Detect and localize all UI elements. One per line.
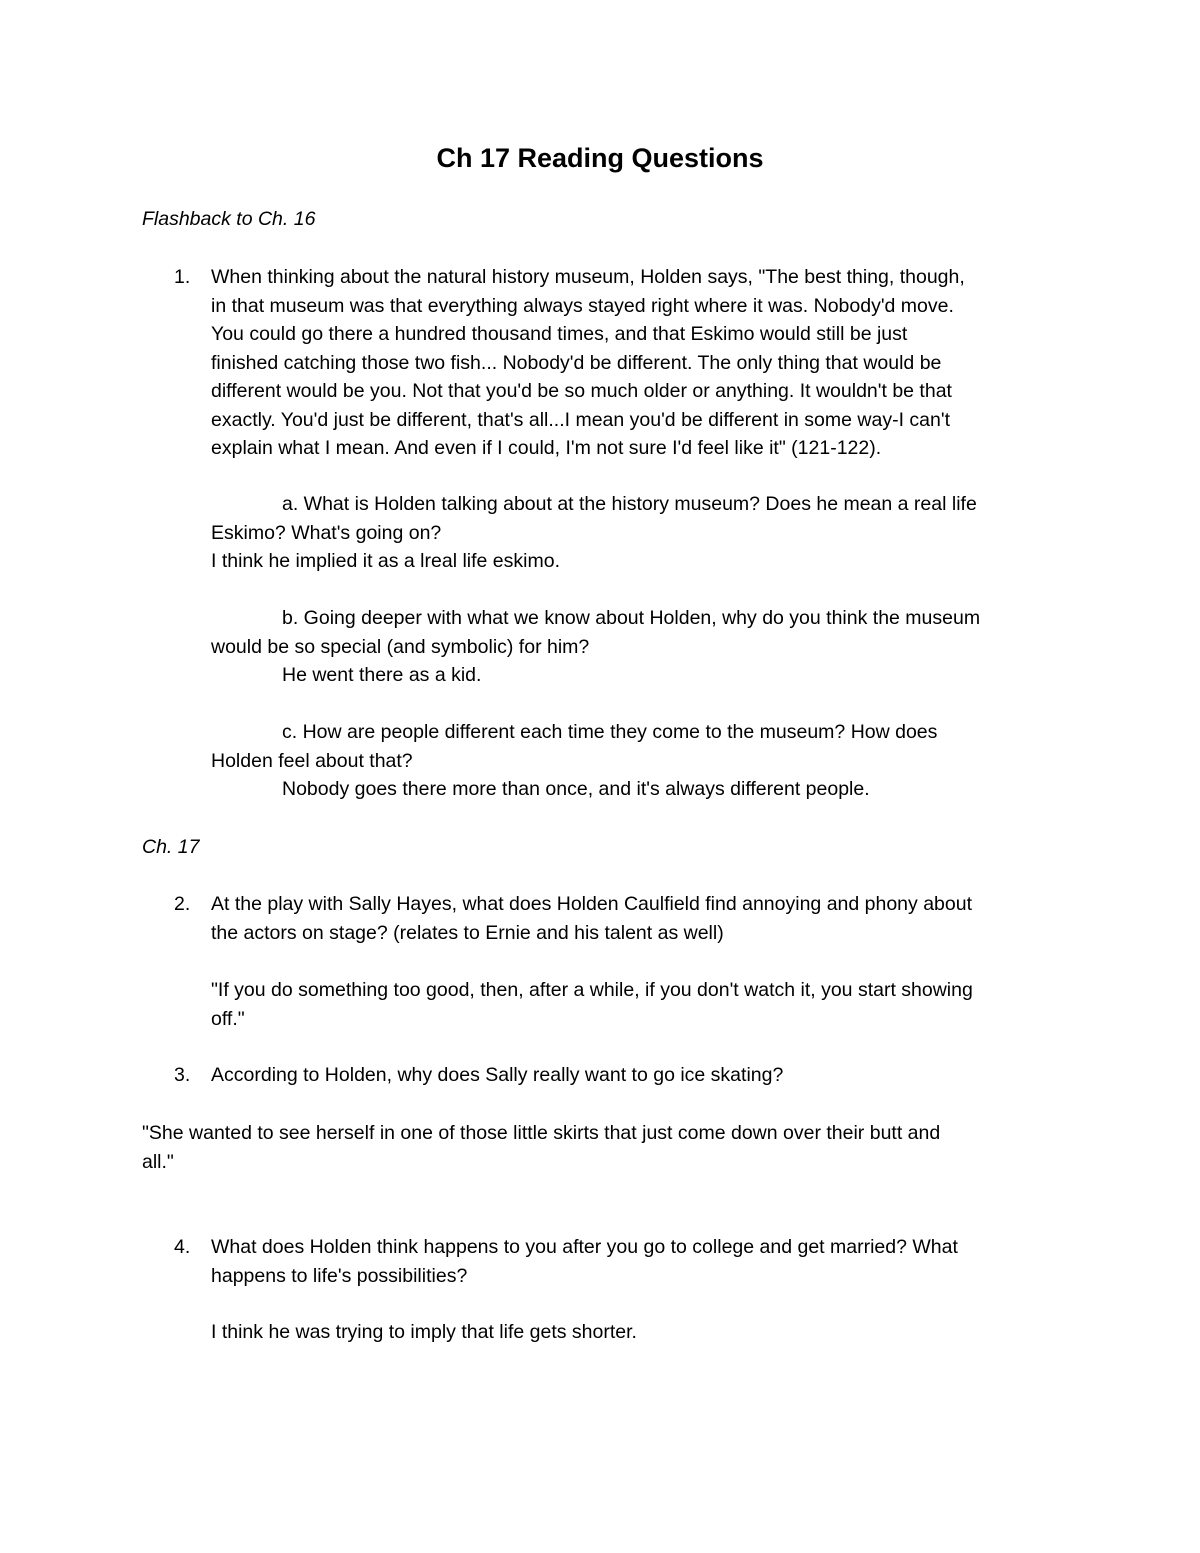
answer-line: I think he was trying to imply that life gets shorter.: [211, 1321, 637, 1343]
question-line: exactly. You'd just be different, that's all...I mean you'd be different in some way-I can't: [211, 408, 950, 431]
question-line: At the play with Sally Hayes, what does Holden Caulfield find annoying and phony about: [211, 893, 972, 915]
question-number: 4.: [174, 1236, 191, 1258]
answer-line: off.": [211, 1007, 245, 1030]
question-line: different would be you. Not that you'd be so much older or anything. It wouldn't be that: [211, 380, 952, 402]
question-line: in that museum was that everything always stayed right where it was. Nobody'd move.: [211, 294, 954, 317]
question-text: According to Holden, why does Sally really want to go ice skating?: [211, 1064, 784, 1086]
answer-text: Nobody goes there more than once, and it's always different people.: [282, 778, 870, 800]
answer-3: [142, 1119, 1042, 1176]
answer-line: "If you do something too good, then, after a while, if you don't watch it, you start showing: [211, 979, 973, 1001]
answer-4: [211, 1318, 1071, 1347]
question-line: When thinking about the natural history museum, Holden says, "The best thing, though,: [211, 266, 965, 288]
question-line: You could go there a hundred thousand times, and that Eskimo would still be just: [211, 323, 908, 345]
subquestion-1b: [211, 604, 1071, 690]
subquestion-line: a. What is Holden talking about at the history museum? Does he mean a real life: [282, 493, 977, 515]
section-label-ch17: Ch. 17: [142, 836, 200, 858]
answer-text: I think he implied it as a lreal life eskimo.: [211, 550, 560, 572]
answer-text: He went there as a kid.: [282, 664, 482, 686]
subquestion-1c: [211, 718, 1071, 804]
question-number: 3.: [174, 1064, 191, 1086]
question-text: [211, 890, 1061, 947]
subquestion-line: b. Going deeper with what we know about Holden, why do you think the museum: [282, 607, 981, 629]
subquestion-line: Eskimo? What's going on?: [211, 521, 442, 544]
question-text: [211, 263, 1061, 463]
question-line: happens to life's possibilities?: [211, 1264, 468, 1287]
answer-line: all.": [142, 1150, 174, 1173]
question-line: explain what I mean. And even if I could, I'm not sure I'd feel like it" (121-122).: [211, 437, 882, 459]
question-number: 1.: [174, 266, 191, 288]
answer-line: "She wanted to see herself in one of those little skirts that just come down over their butt and: [142, 1122, 941, 1144]
answer-2: [211, 976, 1071, 1033]
subquestion-line: would be so special (and symbolic) for him?: [211, 635, 590, 658]
page-title: Ch 17 Reading Questions: [436, 143, 764, 173]
subquestion-1a: [211, 490, 1071, 576]
question-line: finished catching those two fish... Nobody'd be different. The only thing that would be: [211, 351, 942, 374]
subquestion-line: c. How are people different each time they come to the museum? How does: [282, 721, 938, 743]
section-label-flashback: Flashback to Ch. 16: [142, 208, 316, 230]
subquestion-line: Holden feel about that?: [211, 749, 413, 772]
question-text: [211, 1233, 1061, 1290]
question-number: 2.: [174, 893, 191, 915]
question-line: the actors on stage? (relates to Ernie and his talent as well): [211, 921, 724, 944]
question-line: What does Holden think happens to you after you go to college and get married? What: [211, 1236, 958, 1258]
